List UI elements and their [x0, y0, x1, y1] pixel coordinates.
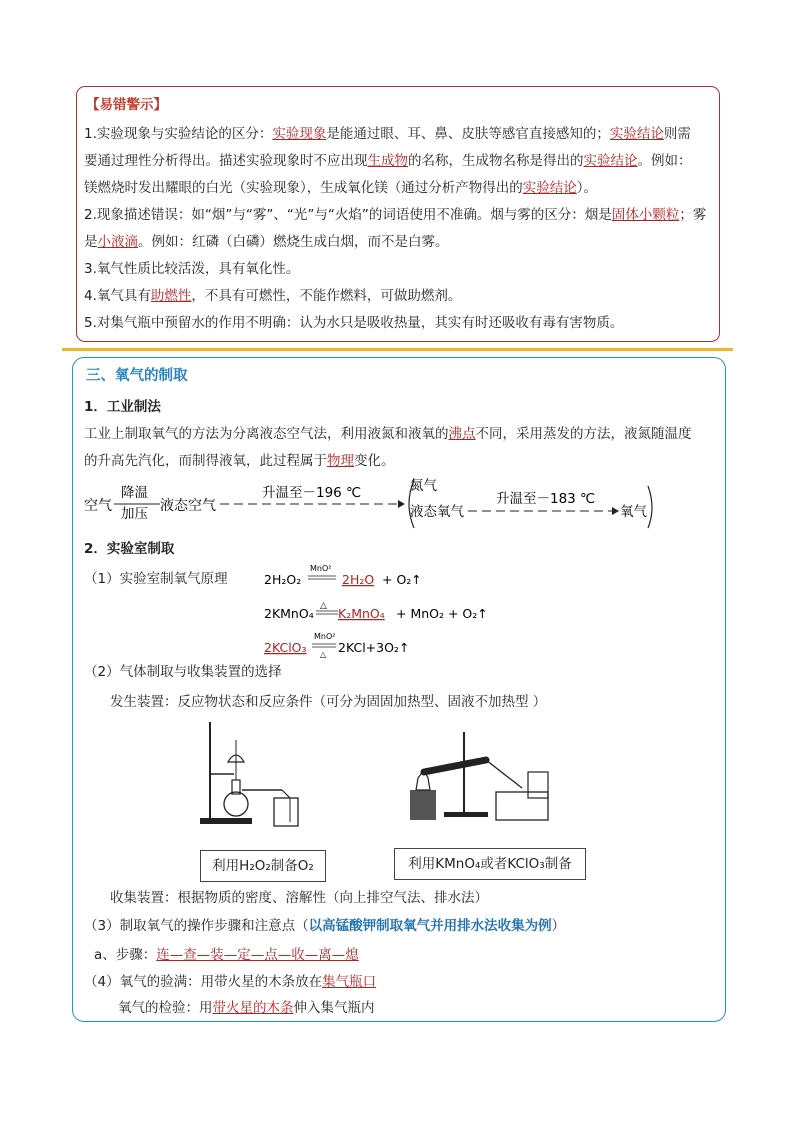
warning-line-1: 1.实验现象与实验结论的区分：实验现象是能通过眼、耳、鼻、皮肤等感官直接感知的；实验结论则需 — [84, 126, 691, 142]
warning-line-4: 2.现象描述错误：如“烟”与“雾”、“光”与“火焰”的词语使用不准确。烟与雾的区分：烟是固体小颗粒；雾 — [84, 207, 707, 223]
section-divider — [62, 348, 733, 351]
eq1-product: 2H₂O — [342, 572, 375, 587]
eq1-rest: + O₂↑ — [382, 572, 422, 587]
eq3-lhs: 2KClO₃ — [264, 640, 307, 655]
oxygen-test: 氧气的检验：用带火星的木条伸入集气瓶内 — [118, 1000, 375, 1016]
subheading-industrial: 1．工业制法 — [84, 399, 161, 415]
oxygen-full-check: （4）氧气的验满：用带火星的木条放在集气瓶口 — [84, 974, 377, 990]
equations — [258, 562, 518, 662]
principle-label: （1）实验室制氧气原理 — [84, 571, 228, 587]
eq2-condition: △ — [320, 601, 327, 611]
flow-bracket-right — [648, 486, 652, 528]
warning-line-3: 镁燃烧时发出耀眼的白光（实验现象），生成氧化镁（通过分析产物得出的实验结论）。 — [84, 180, 597, 196]
flow-step2: 升温至－183 ℃ — [496, 491, 596, 507]
eq3-condition: △ — [320, 650, 327, 659]
generation-device-text: 发生装置：反应物状态和反应条件（可分为固固加热型、固液不加热型 ） — [110, 694, 547, 710]
h2o2-apparatus-illustration — [190, 718, 320, 830]
warning-line-8: 5.对集气瓶中预留水的作用不明确：认为水只是吸收热量，其实有时还吸收有毒有害物质。 — [84, 315, 624, 331]
procedure-steps: a、步骤：连—查—装—定—点—收—离—熄 — [94, 947, 359, 963]
flow-cond-top: 降温 — [121, 485, 148, 501]
caption-h2o2: 利用H₂O₂制备O₂ — [200, 850, 326, 882]
industrial-text-1: 工业上制取氧气的方法为分离液态空气法，利用液氮和液氧的沸点不同，采用蒸发的方法，液氮随温度 — [84, 426, 692, 442]
eq2-rest: + MnO₂ + O₂↑ — [396, 606, 488, 621]
industrial-text-2: 的升高先汽化，而制得液氧，此过程属于物理变化。 — [84, 453, 395, 469]
flow-air: 空气 — [84, 498, 112, 514]
collection-device-text: 收集装置：根据物质的密度、溶解性（向上排空气法、排水法） — [110, 890, 488, 906]
warning-line-6: 3.氧气性质比较活泼，具有氧化性。 — [84, 261, 300, 277]
flow-oxygen: 氧气 — [620, 504, 647, 520]
industrial-flow-diagram — [0, 470, 794, 540]
section-title: 三、氧气的制取 — [86, 368, 188, 384]
subheading-lab: 2．实验室制取 — [84, 541, 175, 557]
eq2-lhs: 2KMnO₄ — [264, 606, 314, 621]
flow-step1: 升温至－196 ℃ — [262, 485, 362, 501]
apparatus-label: （2）气体制取与收集装置的选择 — [84, 664, 282, 680]
eq1-catalyst: MnO² — [310, 564, 332, 573]
eq3-rest: 2KCl+3O₂↑ — [338, 640, 410, 655]
eq1-lhs: 2H₂O₂ — [264, 572, 302, 587]
eq3-catalyst: MnO² — [314, 632, 336, 641]
warning-line-2: 要通过理性分析得出。描述实验现象时不应出现生成物的名称，生成物名称是得出的实验结论。例如： — [84, 153, 692, 169]
warning-line-7: 4.氧气具有助燃性，不具有可燃性，不能作燃料，可做助燃剂。 — [84, 288, 462, 304]
kmno4-apparatus-illustration — [404, 730, 584, 836]
flow-nitrogen: 氮气 — [410, 478, 437, 494]
warning-title: 【易错警示】 — [86, 97, 167, 113]
procedure-label: （3）制取氧气的操作步骤和注意点（以高锰酸钾制取氧气并用排水法收集为例） — [84, 918, 566, 934]
flow-liquid-air: 液态空气 — [160, 498, 216, 514]
flow-liquid-o2: 液态氧气 — [410, 504, 464, 520]
warning-line-5: 是小液滴。例如：红磷（白磷）燃烧生成白烟，而不是白雾。 — [84, 234, 449, 250]
caption-kmno4: 利用KMnO₄或者KClO₃制备 — [394, 848, 586, 880]
flow-cond-bottom: 加压 — [121, 506, 148, 522]
eq2-product: K₂MnO₄ — [338, 606, 385, 621]
